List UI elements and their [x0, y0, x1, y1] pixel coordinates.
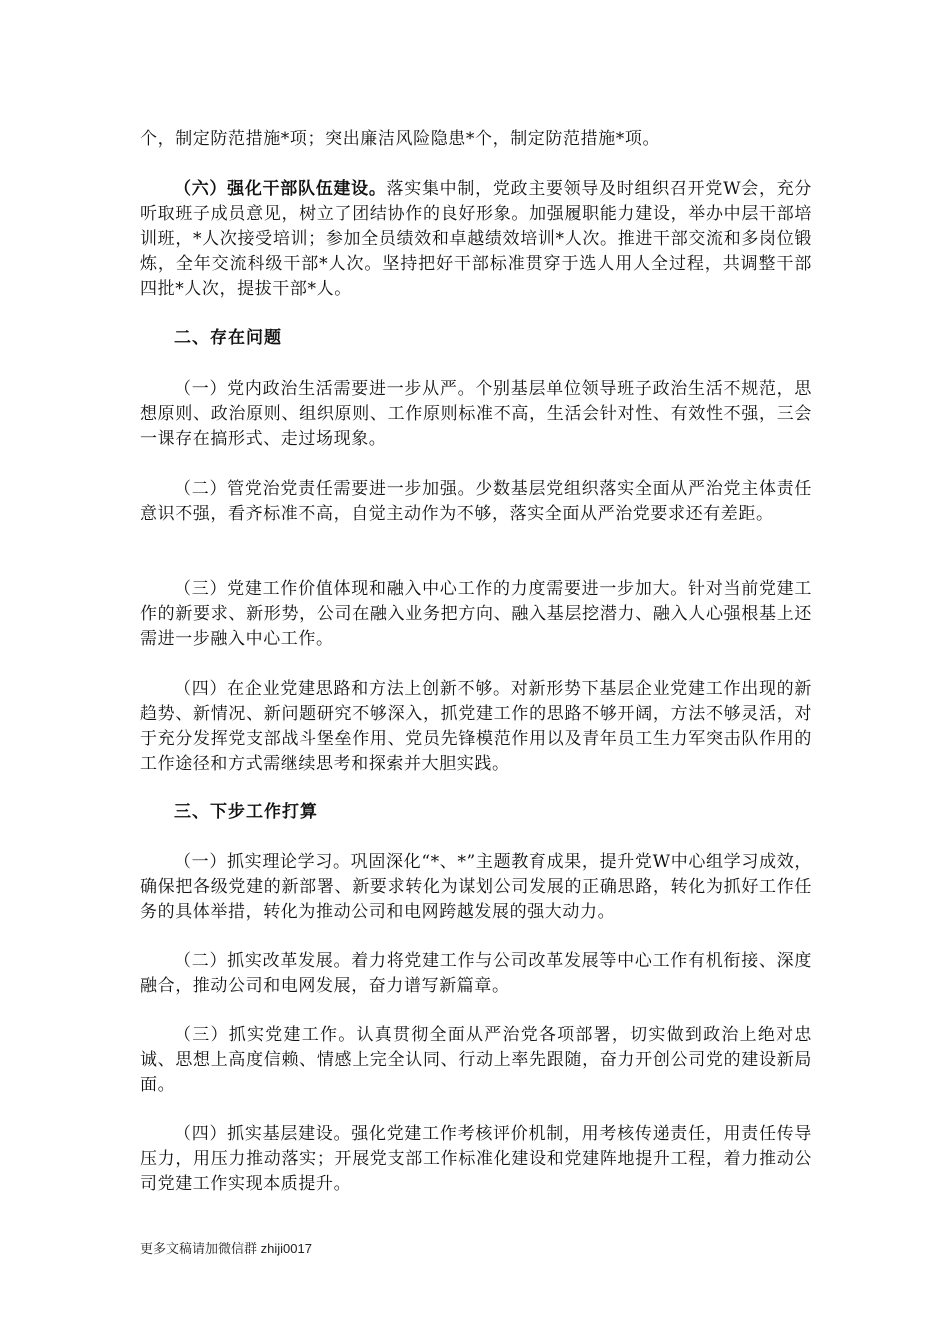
section-heading-problems: 二、存在问题 — [174, 328, 282, 348]
paragraph-plan-4: （四）抓实基层建设。强化党建工作考核评价机制，用考核传递责任，用责任传导压力，用压力推动落实；开展党支部工作标准化建设和党建阵地提升工程，着力推动公司党建工作实现本质提升。 — [140, 1124, 812, 1194]
footer-note: 更多文稿请加微信群 zhiji0017 — [140, 1241, 312, 1256]
paragraph-problem-2: （二）管党治党责任需要进一步加强。少数基层党组织落实全面从严治党主体责任意识不强，看齐标准不高，自觉主动作为不够，落实全面从严治党要求还有差距。 — [140, 479, 812, 524]
paragraph-problem-4: （四）在企业党建思路和方法上创新不够。对新形势下基层企业党建工作出现的新趋势、新情况、新问题研究不够深入，抓党建工作的思路不够开阔，方法不够灵活，对于充分发挥党支部战斗堡垒作用、党员先锋模范作用以及青年员工生力军突击队作用的工作途径和方式需继续思考和探索并大胆实践。 — [140, 679, 812, 774]
paragraph-plan-2: （二）抓实改革发展。着力将党建工作与公司改革发展等中心工作有机衔接、深度融合，推动公司和电网发展，奋力谱写新篇章。 — [140, 951, 812, 996]
paragraph-cadre-team — [140, 177, 812, 302]
paragraph-body: 落实集中制，党政主要领导及时组织召开党W会，充分听取班子成员意见，树立了团结协作的良好形象。加强履职能力建设，举办中层干部培训班，*人次接受培训；参加全员绩效和卓越绩效培训*人次。推进干部交流和多岗位锻炼，全年交流科级干部*人次。坚持把好干部标准贯穿于选人用人全过程，共调整干部四批*人次，提拔干部*人。 — [140, 179, 812, 299]
paragraph-plan-3: （三）抓实党建工作。认真贯彻全面从严治党各项部署，切实做到政治上绝对忠诚、思想上高度信赖、情感上完全认同、行动上率先跟随，奋力开创公司党的建设新局面。 — [140, 1025, 812, 1095]
paragraph-plan-1: （一）抓实理论学习。巩固深化“*、*”主题教育成果，提升党W中心组学习成效，确保把各级党建的新部署、新要求转化为谋划公司发展的正确思路，转化为抓好工作任务的具体举措，转化为推动公司和电网跨越发展的强大动力。 — [140, 852, 812, 922]
paragraph-problem-1: （一）党内政治生活需要进一步从严。个别基层单位领导班子政治生活不规范，思想原则、政治原则、组织原则、工作原则标准不高，生活会针对性、有效性不强，三会一课存在搞形式、走过场现象。 — [140, 379, 812, 449]
paragraph-continuation: 个，制定防范措施*项；突出廉洁风险隐患*个，制定防范措施*项。 — [140, 129, 661, 149]
paragraph-lead: （六）强化干部队伍建设。 — [174, 179, 387, 199]
paragraph-problem-3: （三）党建工作价值体现和融入中心工作的力度需要进一步加大。针对当前党建工作的新要求、新形势，公司在融入业务把方向、融入基层挖潜力、融入人心强根基上还需进一步融入中心工作。 — [140, 579, 812, 649]
section-heading-next-steps: 三、下步工作打算 — [174, 802, 318, 822]
